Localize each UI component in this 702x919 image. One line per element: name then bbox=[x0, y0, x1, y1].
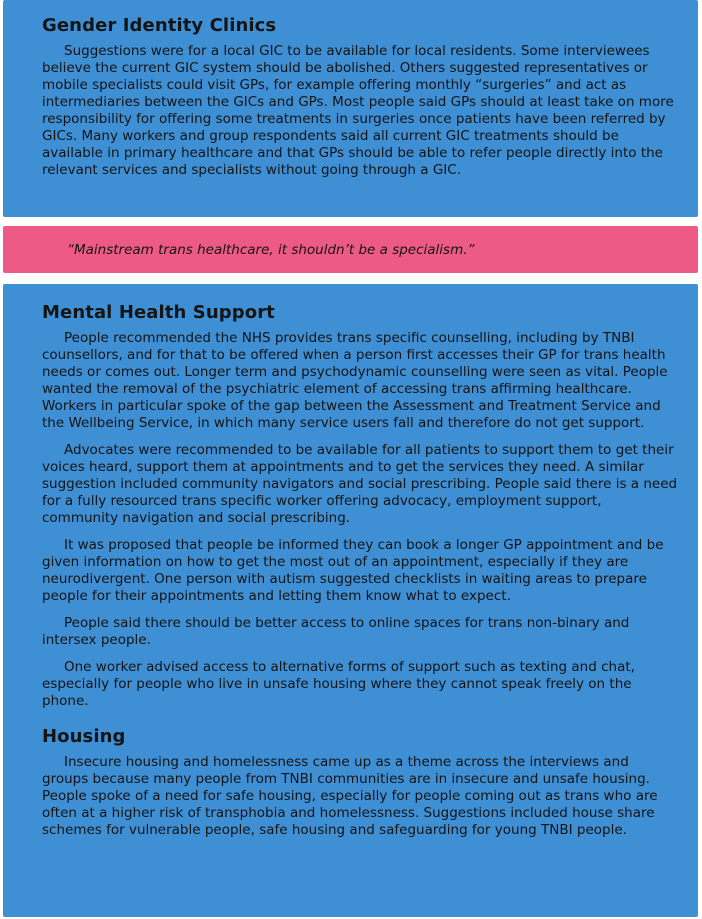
mental-health-paragraph-2: Advocates were recommended to be available for all patients to support them to get their voices heard, support them at appointments and to get the services they need. A similar suggestion included community navigators and social prescribing. People said there is a need for a fully resourced trans specific worker offering advocacy, employment support, community navigation and social prescribing. bbox=[42, 442, 678, 526]
gic-paragraph: Suggestions were for a local GIC to be available for local residents. Some interviewees believe the current GIC system should be abolished. Others suggested representatives or mobile specialists could visit GPs, for example offering monthly “surgeries” and act as intermediaries between the GICs and GPs. Most people said GPs should at least take on more responsibility for offering some treatments in surgeries once patients have been referred by GICs. Many workers and group respondents said all current GIC treatments should be available in primary healthcare and that GPs should be able to refer people directly into the relevant services and specialists without going through a GIC. bbox=[42, 43, 674, 178]
quote-banner bbox=[3, 226, 698, 273]
quote-text: “Mainstream trans healthcare, it shouldn’t be a specialism.” bbox=[67, 241, 475, 258]
mental-health-paragraph-5: One worker advised access to alternative forms of support such as texting and chat, especially for people who live in unsafe housing where they cannot speak freely on the phone. bbox=[42, 659, 635, 709]
section-spacer bbox=[42, 710, 678, 726]
housing-heading: Housing bbox=[42, 726, 126, 747]
mental-health-paragraph-3: It was proposed that people be informed they can book a longer GP appointment and be given information on how to get the most out of an appointment, especially if they are neurodivergent. One person with autism suggested checklists in waiting areas to prepare people for their appointments and letting them know what to expect. bbox=[42, 537, 664, 604]
mental-health-heading: Mental Health Support bbox=[42, 302, 275, 323]
gic-section bbox=[3, 0, 698, 217]
housing-paragraph: Insecure housing and homelessness came up as a theme across the interviews and groups because many people from TNBI communities are in insecure and unsafe housing. People spoke of a need for safe housing, especially for people coming out as trans who are often at a higher risk of transphobia and homelessness. Suggestions included house share schemes for vulnerable people, safe housing and safeguarding for young TNBI people. bbox=[42, 754, 658, 838]
gic-heading: Gender Identity Clinics bbox=[42, 15, 277, 36]
support-section bbox=[3, 284, 698, 917]
mental-health-paragraph-1: People recommended the NHS provides trans specific counselling, including by TNBI counsellors, and for that to be offered when a person first accesses their GP for trans health needs or comes out. Longer term and psychodynamic counselling were seen as vital. People wanted the removal of the psychiatric element of accessing trans affirming healthcare. Workers in particular spoke of the gap between the Assessment and Treatment Service and the Wellbeing Service, in which many service users fall and therefore do not get support. bbox=[42, 330, 668, 431]
mental-health-paragraph-4: People said there should be better access to online spaces for trans non-binary and intersex people. bbox=[42, 615, 630, 648]
